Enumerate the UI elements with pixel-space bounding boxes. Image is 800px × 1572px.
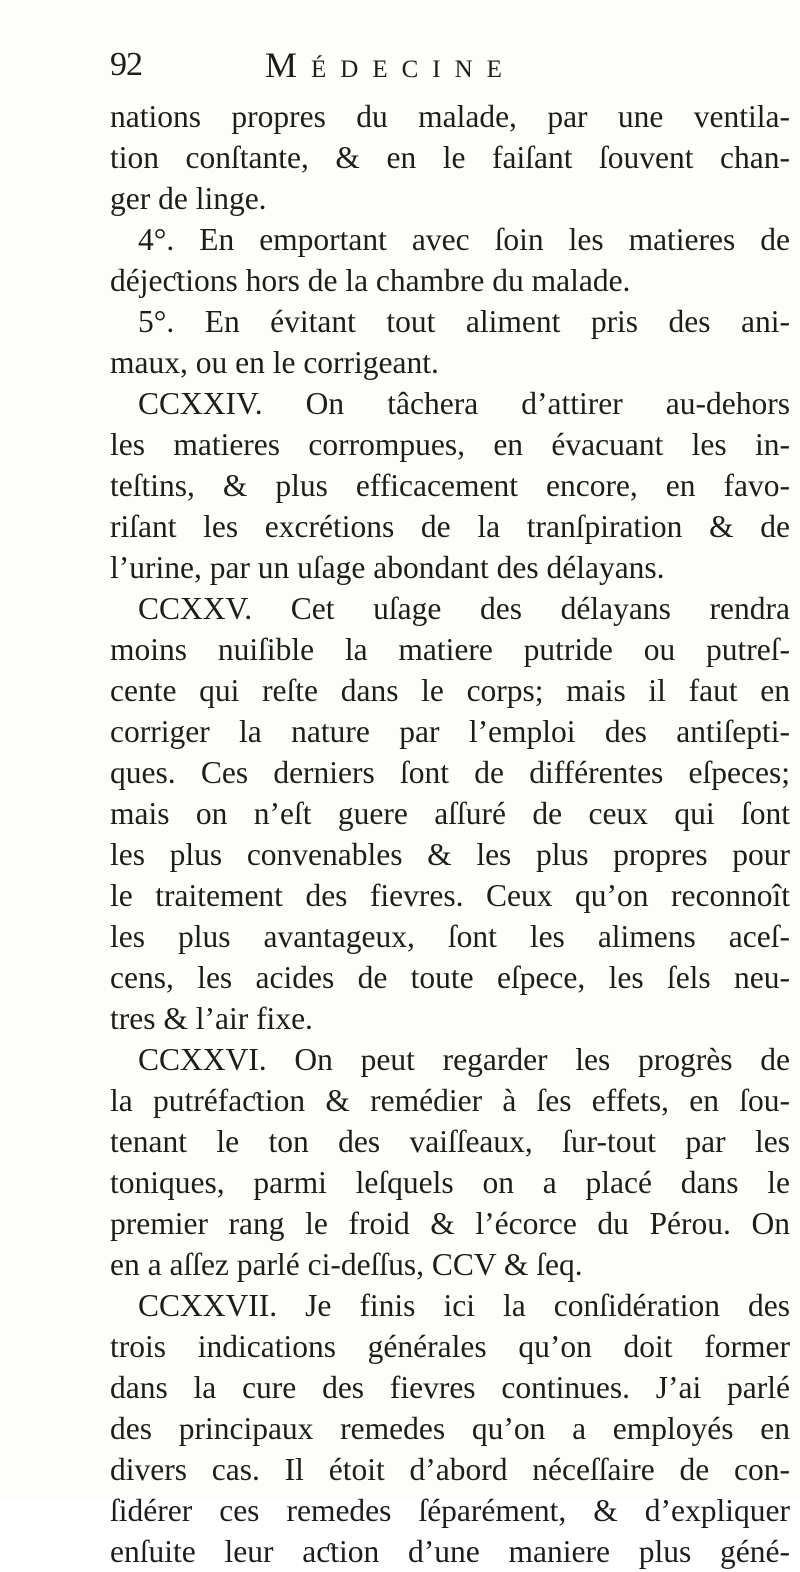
text-line: trois indications générales qu’on doit former [110, 1329, 790, 1364]
text-line: les plus convenables & les plus propres pour [110, 837, 790, 872]
text-line: le traitement des fievres. Ceux qu’on reconnoît [110, 878, 790, 913]
text-line: divers cas. Il étoit d’abord néceſſaire de con- [110, 1452, 790, 1487]
text-line: premier rang le froid & l’écorce du Pérou. On [110, 1206, 790, 1241]
text-line: 5°. En évitant tout aliment pris des ani- [138, 304, 790, 339]
text-line: CCXXIV. On tâchera d’attirer au-dehors [138, 386, 790, 421]
text-line: ques. Ces derniers ſont de différentes eſpeces; [110, 755, 790, 790]
text-line: les plus avantageux, ſont les alimens aceſ- [110, 919, 790, 954]
text-line: nations propres du malade, par une ventila- [110, 99, 790, 134]
text-line: tenant le ton des vaiſſeaux, ſur-tout par les [110, 1124, 790, 1159]
text-line: déjeƈtions hors de la chambre du malade. [110, 263, 631, 298]
text-line: toniques, parmi leſquels on a placé dans le [110, 1165, 790, 1200]
text-line: corriger la nature par l’emploi des antiſepti- [110, 714, 790, 749]
text-line: maux, ou en le corrigeant. [110, 345, 439, 380]
text-line: 4°. En emportant avec ſoin les matieres de [138, 222, 790, 257]
page-header [110, 44, 780, 94]
text-line: mais on n’eſt guere aſſuré de ceux qui ſont [110, 796, 790, 831]
text-line: CCXXVII. Je finis ici la conſidération des [138, 1288, 790, 1323]
text-line: CCXXV. Cet uſage des délayans rendra [138, 591, 790, 626]
text-line: l’urine, par un uſage abondant des délayans. [110, 550, 665, 585]
text-line: cens, les acides de toute eſpece, les ſels neu- [110, 960, 790, 995]
text-line: CCXXVI. On peut regarder les progrès de [138, 1042, 790, 1077]
body-text [110, 96, 790, 1572]
text-line: en a aſſez parlé ci-deſſus, CCV & ſeq. [110, 1247, 583, 1282]
text-line: riſant les excrétions de la tranſpiration & de [110, 509, 790, 544]
page-number: 92 [110, 46, 142, 83]
text-line: enſuite leur aƈtion d’une maniere plus géné- [110, 1534, 790, 1569]
running-title: Médecine [265, 45, 516, 85]
text-line: ger de linge. [110, 181, 267, 216]
text-line: dans la cure des fievres continues. J’ai parlé [110, 1370, 790, 1405]
text-line: ſidérer ces remedes ſéparément, & d’expliquer [110, 1493, 790, 1528]
text-line: les matieres corrompues, en évacuant les in- [110, 427, 790, 462]
text-line: tion conſtante, & en le faiſant ſouvent chan- [110, 140, 790, 175]
text-line: la putréfaƈtion & remédier à ſes effets, en ſou- [110, 1083, 790, 1118]
text-line: des principaux remedes qu’on a employés en [110, 1411, 790, 1446]
text-line: teſtins, & plus efficacement encore, en favo- [110, 468, 790, 503]
text-line: moins nuiſible la matiere putride ou putreſ- [110, 632, 790, 667]
text-line: tres & l’air fixe. [110, 1001, 313, 1036]
text-line: cente qui reſte dans le corps; mais il faut en [110, 673, 790, 708]
